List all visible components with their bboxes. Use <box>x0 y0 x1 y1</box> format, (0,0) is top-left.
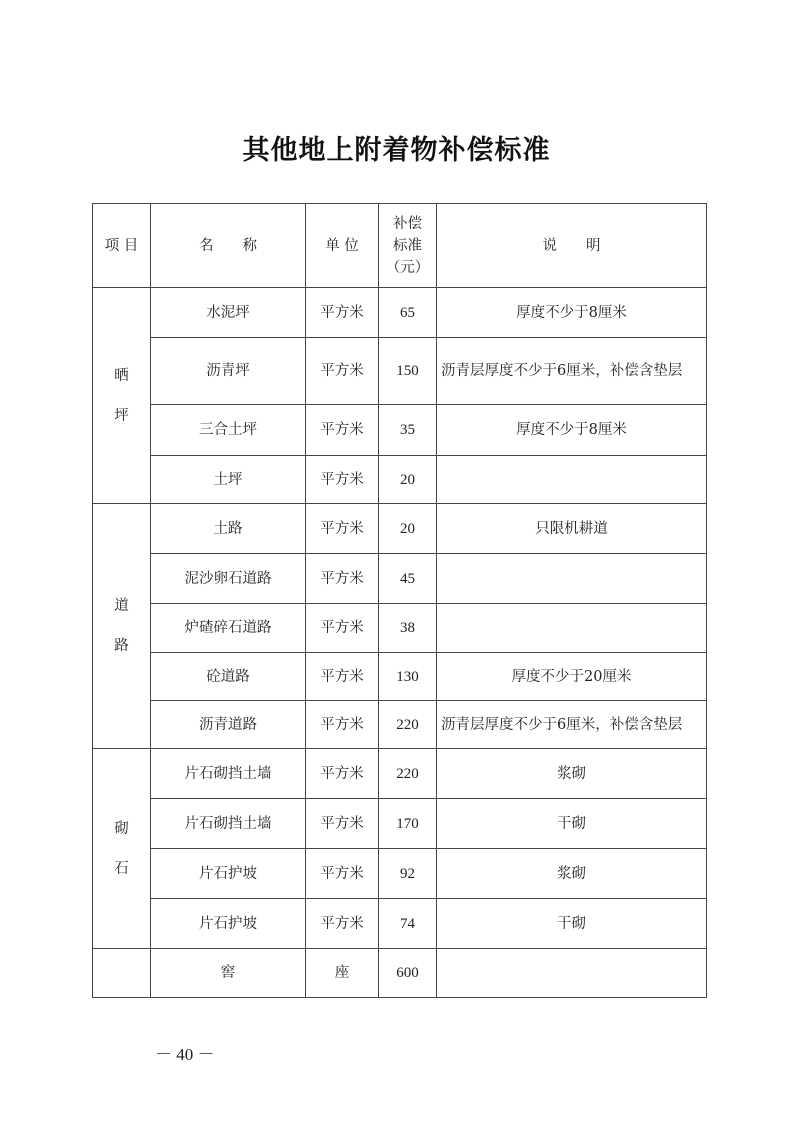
header-price: 补偿 标准 （元） <box>379 204 437 288</box>
header-item: 项 目 <box>93 204 151 288</box>
group-label: 砌 石 <box>93 749 151 949</box>
item-note <box>437 949 707 998</box>
item-name: 炉碴碎石道路 <box>151 604 306 653</box>
header-unit: 单 位 <box>306 204 379 288</box>
table-row <box>93 653 707 701</box>
item-price: 150 <box>379 338 437 405</box>
table-row <box>93 849 707 899</box>
group-label-empty <box>93 949 151 998</box>
item-price: 74 <box>379 899 437 949</box>
item-note: 厚度不少于8厘米 <box>437 288 707 338</box>
item-name: 土坪 <box>151 456 306 504</box>
item-note: 干砌 <box>437 799 707 849</box>
table-row <box>93 749 707 799</box>
item-name: 三合土坪 <box>151 405 306 456</box>
item-name: 泥沙卵石道路 <box>151 554 306 604</box>
item-price: 220 <box>379 749 437 799</box>
item-name: 片石砌挡土墙 <box>151 799 306 849</box>
table-row <box>93 288 707 338</box>
page-number: － 40 － <box>155 1045 215 1064</box>
item-note <box>437 604 707 653</box>
item-note <box>437 554 707 604</box>
table-row <box>93 604 707 653</box>
item-unit: 平方米 <box>306 288 379 338</box>
item-price: 130 <box>379 653 437 701</box>
table-row <box>93 701 707 749</box>
table-header-row <box>93 204 707 288</box>
item-price: 45 <box>379 554 437 604</box>
item-price: 170 <box>379 799 437 849</box>
item-price: 38 <box>379 604 437 653</box>
group-label: 道 路 <box>93 504 151 749</box>
table-row <box>93 899 707 949</box>
item-price: 65 <box>379 288 437 338</box>
item-unit: 平方米 <box>306 701 379 749</box>
item-name: 水泥坪 <box>151 288 306 338</box>
item-price: 20 <box>379 456 437 504</box>
item-unit: 平方米 <box>306 338 379 405</box>
item-note <box>437 456 707 504</box>
item-note: 只限机耕道 <box>437 504 707 554</box>
group-label: 晒 坪 <box>93 288 151 504</box>
item-price: 20 <box>379 504 437 554</box>
item-note: 浆砌 <box>437 749 707 799</box>
item-note: 厚度不少于20厘米 <box>437 653 707 701</box>
item-unit: 平方米 <box>306 749 379 799</box>
item-price: 92 <box>379 849 437 899</box>
item-unit: 平方米 <box>306 604 379 653</box>
table-row <box>93 554 707 604</box>
item-name: 片石砌挡土墙 <box>151 749 306 799</box>
item-note: 厚度不少于8厘米 <box>437 405 707 456</box>
item-name: 沥青道路 <box>151 701 306 749</box>
item-note: 沥青层厚度不少于6厘米，补偿含垫层 <box>437 338 707 405</box>
compensation-table <box>92 203 707 998</box>
table-row <box>93 456 707 504</box>
item-name: 土路 <box>151 504 306 554</box>
item-note: 浆砌 <box>437 849 707 899</box>
table-row <box>93 504 707 554</box>
item-unit: 平方米 <box>306 899 379 949</box>
item-name: 沥青坪 <box>151 338 306 405</box>
page-title: 其他地上附着物补偿标准 <box>242 135 551 166</box>
header-name: 名 称 <box>151 204 306 288</box>
item-name: 片石护坡 <box>151 899 306 949</box>
item-unit: 平方米 <box>306 799 379 849</box>
item-price: 600 <box>379 949 437 998</box>
item-unit: 平方米 <box>306 405 379 456</box>
item-name: 窖 <box>151 949 306 998</box>
item-note: 干砌 <box>437 899 707 949</box>
item-price: 35 <box>379 405 437 456</box>
item-name: 片石护坡 <box>151 849 306 899</box>
item-unit: 座 <box>306 949 379 998</box>
item-unit: 平方米 <box>306 653 379 701</box>
table-row <box>93 405 707 456</box>
table-row <box>93 949 707 998</box>
item-unit: 平方米 <box>306 504 379 554</box>
table-row <box>93 338 707 405</box>
header-note: 说 明 <box>437 204 707 288</box>
table-row <box>93 799 707 849</box>
item-unit: 平方米 <box>306 554 379 604</box>
item-price: 220 <box>379 701 437 749</box>
item-note: 沥青层厚度不少于6厘米，补偿含垫层 <box>437 701 707 749</box>
item-unit: 平方米 <box>306 849 379 899</box>
item-unit: 平方米 <box>306 456 379 504</box>
item-name: 砼道路 <box>151 653 306 701</box>
